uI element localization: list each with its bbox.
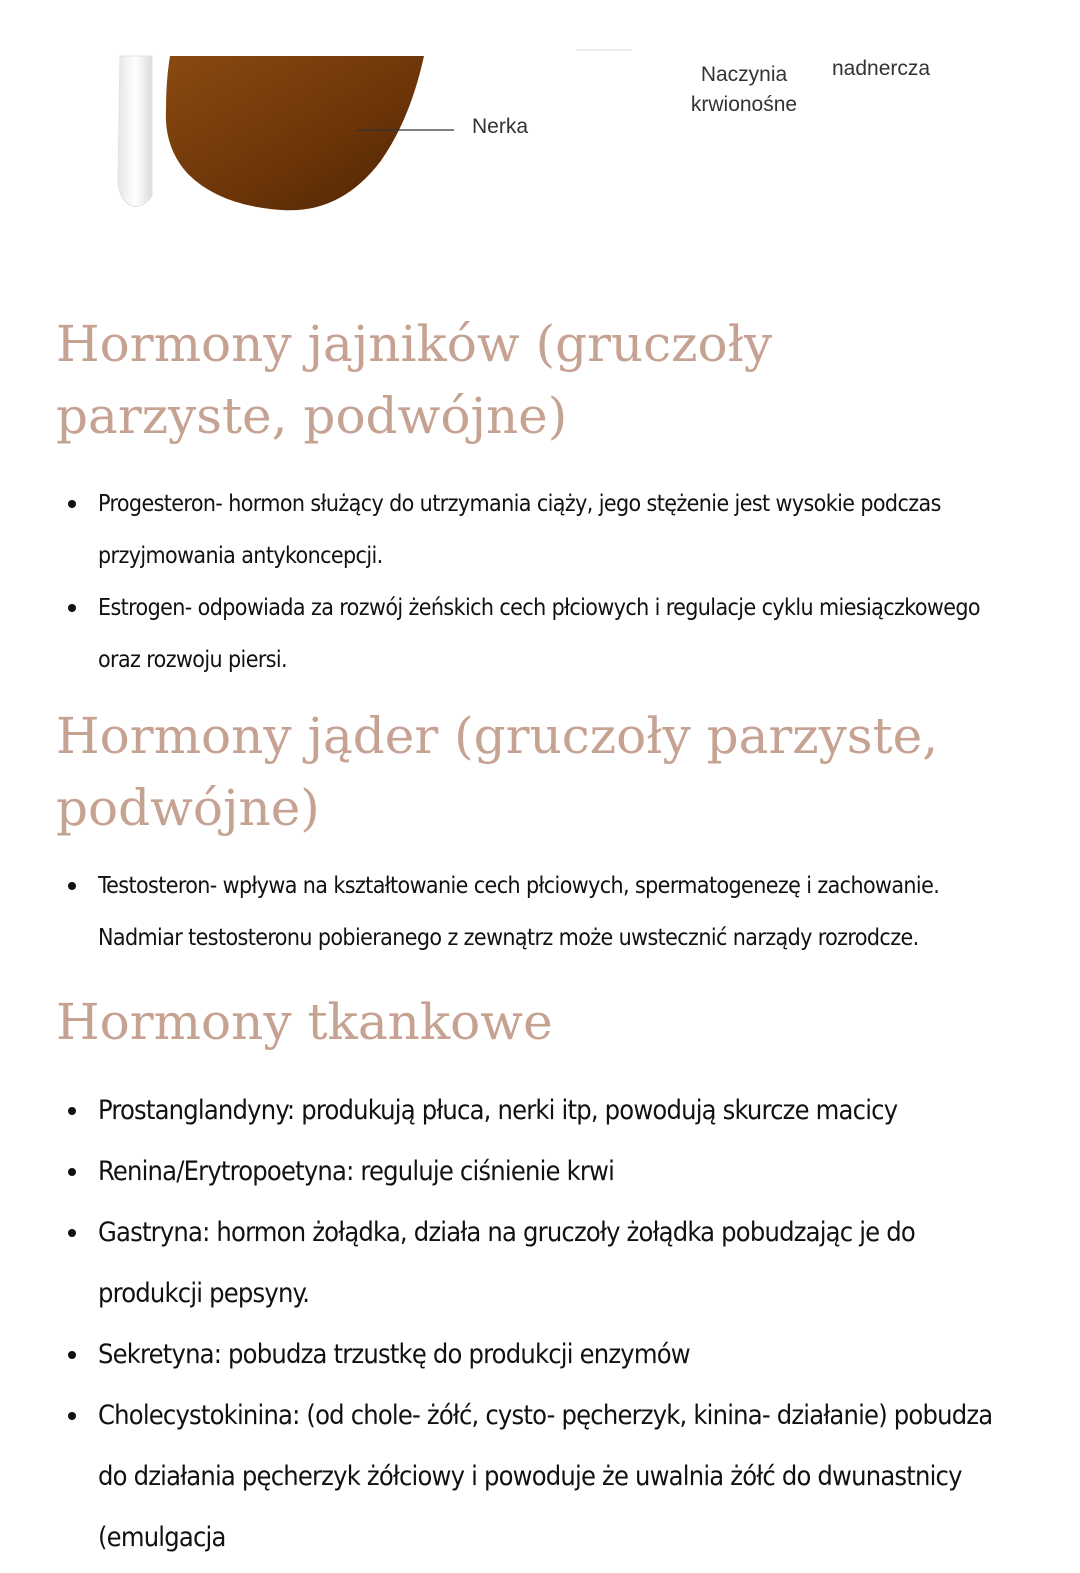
list-item-text: Gastryna: hormon żołądka, działa na gruczoły żołądka pobudzając je do produkcji pepsyny. — [98, 1217, 915, 1309]
kidney-shape — [166, 56, 424, 210]
kidney-illustration — [0, 0, 1080, 230]
bullet-dot — [68, 1168, 76, 1176]
heading-testicular-hormones — [56, 700, 1016, 844]
list-item-text: Testosteron- wpływa na kształtowanie cech płciowych, spermatogenezę i zachowanie. Nadmiar testosteronu pobieranego z zewnątrz może uwstecznić narządy rozrodcze. — [98, 873, 940, 951]
heading-testicular-hormones-line2: podwójne) — [56, 779, 320, 837]
bullet-dot — [68, 1412, 76, 1420]
list-item-text: Estrogen- odpowiada za rozwój żeńskich cech płciowych i regulacje cyklu miesiączkowego oraz rozwoju piersi. — [98, 595, 980, 673]
list-item-text: Progesteron- hormon służący do utrzymania ciąży, jego stężenie jest wysokie podczas przyjmowania antykoncepcji. — [98, 491, 941, 569]
testicular-hormones-list — [62, 860, 1022, 964]
list-item-cholecystokinin — [62, 1385, 1022, 1568]
tissue-hormones-list — [62, 1080, 1022, 1568]
list-item-text: Sekretyna: pobudza trzustkę do produkcji enzymów — [98, 1339, 690, 1370]
adrenal-gland-label: nadnercza — [832, 57, 931, 80]
list-item-estrogen — [62, 582, 1022, 686]
bullet-dot — [68, 1229, 76, 1237]
heading-tissue-hormones: Hormony tkankowe — [56, 993, 553, 1051]
blood-vessels-label-line2: krwionośne — [690, 93, 798, 116]
list-item-progesterone — [62, 478, 1022, 582]
list-item-secretin — [62, 1324, 1022, 1385]
heading-testicular-hormones-line1: Hormony jąder (gruczoły parzyste, — [56, 707, 939, 765]
bullet-dot — [68, 1351, 76, 1359]
list-item-gastrin — [62, 1202, 1022, 1324]
heading-ovarian-hormones-line1: Hormony jajników (gruczoły — [56, 315, 773, 373]
heading-ovarian-hormones-line2: parzyste, podwójne) — [56, 387, 568, 445]
bullet-dot — [68, 1107, 76, 1115]
kidney-label: Nerka — [472, 115, 529, 138]
list-item-prostaglandins — [62, 1080, 1022, 1141]
bullet-dot — [68, 604, 76, 612]
list-item-text: Renina/Erytropoetyna: reguluje ciśnienie krwi — [98, 1156, 615, 1187]
list-item-testosterone — [62, 860, 1022, 964]
heading-ovarian-hormones — [56, 308, 1016, 452]
blood-vessels-label-line1: Naczynia — [700, 63, 788, 86]
bullet-dot — [68, 882, 76, 890]
blood-vessels-label — [686, 60, 802, 120]
ovarian-hormones-list — [62, 478, 1022, 686]
list-item-text: Cholecystokinina: (od chole- żółć, cysto- pęcherzyk, kinina- działanie) pobudza do działania pęcherzyk żółciowy i powoduje że uwalnia żółć do dwunastnicy (emulgacja — [98, 1400, 993, 1553]
list-item-text: Prostanglandyny: produkują płuca, nerki itp, powodują skurcze macicy — [98, 1095, 898, 1126]
ureter-shape — [118, 56, 152, 207]
list-item-renin — [62, 1141, 1022, 1202]
bullet-dot — [68, 500, 76, 508]
kidney-diagram-svg — [0, 0, 1080, 230]
